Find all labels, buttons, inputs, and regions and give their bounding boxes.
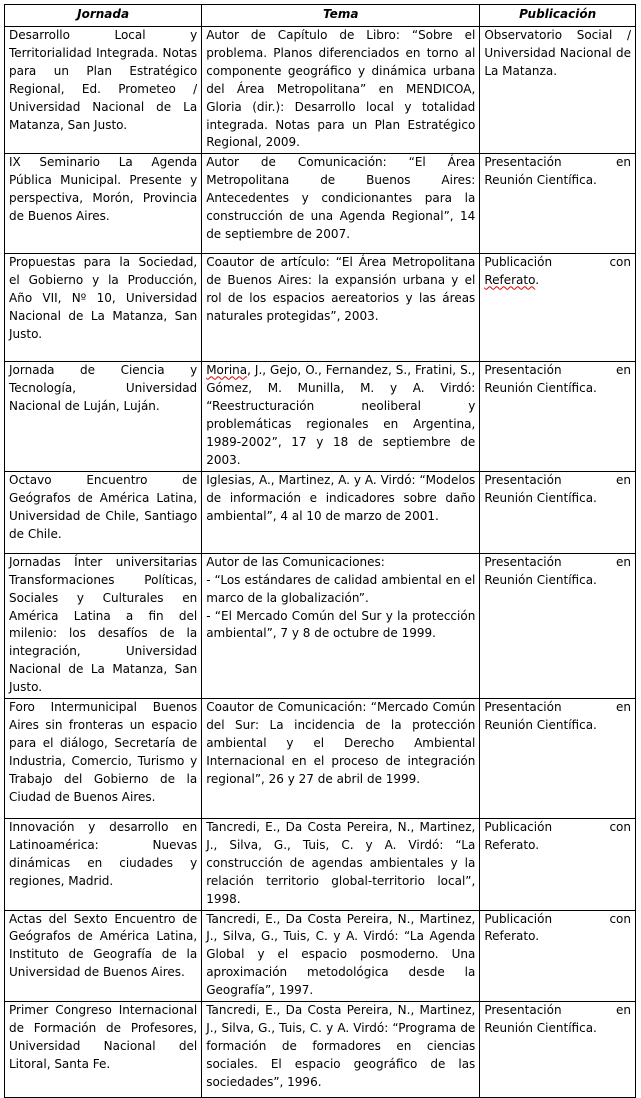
tema-cell: Tancredi, E., Da Costa Pereira, N., Martinez, J., Silva, G., Tuis, C. y A. Virdó: “La construcción de agendas ambientales y la relación territorio global-territorio local”, 1998. bbox=[202, 819, 480, 911]
publicacion-cell: Presentación en Reunión Científica. bbox=[480, 362, 636, 471]
publicacion-text: Publicación con bbox=[484, 255, 631, 270]
tema-text: , J., Gejo, O., Fernandez, S., Fratini, S., Gómez, M. Munilla, M. y A. Virdó: “Reestructuración neoliberal y problemáticas regionales en Argentina, 1989-2002”, 17 y 18 de septiembre de 2003. bbox=[206, 363, 476, 467]
publicacion-cell: Presentación en Reunión Científica. bbox=[480, 553, 636, 698]
tema-line: - “El Mercado Común del Sur y la protección ambiental”, 7 y 8 de octubre de 1999. bbox=[206, 608, 476, 641]
jornada-cell: Actas del Sexto Encuentro de Geógrafos de América Latina, Instituto de Geografía de la Universidad de Buenos Aires. bbox=[5, 910, 202, 1002]
publicacion-cell bbox=[480, 254, 636, 362]
publicacion-cell: Presentación en Reunión Científica. bbox=[480, 471, 636, 553]
header-row bbox=[5, 5, 636, 27]
jornada-cell: Primer Congreso Internacional de Formación de Profesores, Universidad Nacional del Litoral, Santa Fe. bbox=[5, 1002, 202, 1098]
table-row bbox=[5, 699, 636, 819]
jornada-cell: Octavo Encuentro de Geógrafos de América Latina, Universidad de Chile, Santiago de Chile. bbox=[5, 471, 202, 553]
publications-table bbox=[4, 4, 636, 1098]
tema-cell: Tancredi, E., Da Costa Pereira, N., Martinez, J., Silva, G., Tuis, C. y A. Virdó: “La Agenda Global y el espacio posmoderno. Una aproximación metodológica desde la Geografía”, 1997. bbox=[202, 910, 480, 1002]
publicacion-cell: Publicación con Referato. bbox=[480, 910, 636, 1002]
jornada-cell: Innovación y desarrollo en Latinoamérica: Nuevas dinámicas en ciudades y regiones, Madrid. bbox=[5, 819, 202, 911]
table-row bbox=[5, 553, 636, 698]
tema-cell: Coautor de artículo: “El Área Metropolitana de Buenos Aires: la expansión urbana y el rol de los espacios aereatorios y las áreas naturales protegidas”, 2003. bbox=[202, 254, 480, 362]
publicacion-cell: Observatorio Social / Universidad Nacional de La Matanza. bbox=[480, 27, 636, 154]
table-row bbox=[5, 362, 636, 471]
publicacion-cell: Presentación en Reunión Científica. bbox=[480, 699, 636, 819]
column-header-publicacion: Publicación bbox=[480, 5, 636, 27]
table-row bbox=[5, 471, 636, 553]
jornada-cell: Propuestas para la Sociedad, el Gobierno y la Producción, Año VII, Nº 10, Universidad Nacional de La Matanza, San Justo. bbox=[5, 254, 202, 362]
table-row bbox=[5, 27, 636, 154]
jornada-cell: Foro Intermunicipal Buenos Aires sin fronteras un espacio para el diálogo, Secretaría de Industria, Comercio, Turismo y Trabajo del Gobierno de la Ciudad de Buenos Aires. bbox=[5, 699, 202, 819]
tema-cell: Tancredi, E., Da Costa Pereira, N., Martinez, J., Silva, G., Tuis, C. y A. Virdó: “Programa de formación de formadores en ciencias sociales. El espacio geográfico de las sociedades”, 1996. bbox=[202, 1002, 480, 1098]
jornada-cell: Jornada de Ciencia y Tecnología, Universidad Nacional de Luján, Luján. bbox=[5, 362, 202, 471]
column-header-jornada: Jornada bbox=[5, 5, 202, 27]
jornada-cell: Jornadas Ínter universitarias Transformaciones Políticas, Sociales y Culturales en América Latina a fin del milenio: los desafíos de la integración, Universidad Nacional de La Matanza, San Justo. bbox=[5, 553, 202, 698]
jornada-cell: IX Seminario La Agenda Pública Municipal. Presente y perspectiva, Morón, Provincia de Buenos Aires. bbox=[5, 154, 202, 254]
column-header-tema: Tema bbox=[202, 5, 480, 27]
table-row bbox=[5, 910, 636, 1002]
publicacion-cell: Publicación con Referato. bbox=[480, 819, 636, 911]
tema-line: Autor de las Comunicaciones: bbox=[206, 554, 385, 569]
tema-line: - “Los estándares de calidad ambiental en el marco de la globalización”. bbox=[206, 572, 476, 605]
tema-cell: Autor de Capítulo de Libro: “Sobre el problema. Planos diferenciados en torno al componente geográfico y dinámica urbana del Área Metropolitana” en MENDICOA, Gloria (dir.): Desarrollo local y totalidad integrada. Notas para un Plan Estratégico Regional, 2009. bbox=[202, 27, 480, 154]
tema-cell bbox=[202, 362, 480, 471]
tema-cell: Iglesias, A., Martinez, A. y A. Virdó: “Modelos de información e indicadores sobre daño ambiental”, 4 al 10 de marzo de 2001. bbox=[202, 471, 480, 553]
table-row bbox=[5, 154, 636, 254]
publicacion-text-end: . bbox=[535, 273, 540, 288]
spellcheck-flagged-word: Referato bbox=[484, 273, 536, 288]
spellcheck-flagged-word: Morina bbox=[206, 363, 248, 378]
tema-cell bbox=[202, 553, 480, 698]
table-row bbox=[5, 254, 636, 362]
publicacion-cell: Presentación en Reunión Científica. bbox=[480, 1002, 636, 1098]
tema-cell: Coautor de Comunicación: “Mercado Común del Sur: La incidencia de la protección ambiental y el Derecho Ambiental Internacional en el proceso de integración regional”, 26 y 27 de abril de 1999. bbox=[202, 699, 480, 819]
publicacion-cell: Presentación en Reunión Científica. bbox=[480, 154, 636, 254]
tema-cell: Autor de Comunicación: “El Área Metropolitana de Buenos Aires: Antecedentes y condicionantes para la construcción de una Agenda Regional”, 14 de septiembre de 2007. bbox=[202, 154, 480, 254]
jornada-cell: Desarrollo Local y Territorialidad Integrada. Notas para un Plan Estratégico Regional, Ed. Prometeo / Universidad Nacional de La Matanza, San Justo. bbox=[5, 27, 202, 154]
table-row bbox=[5, 819, 636, 911]
table-row bbox=[5, 1002, 636, 1098]
